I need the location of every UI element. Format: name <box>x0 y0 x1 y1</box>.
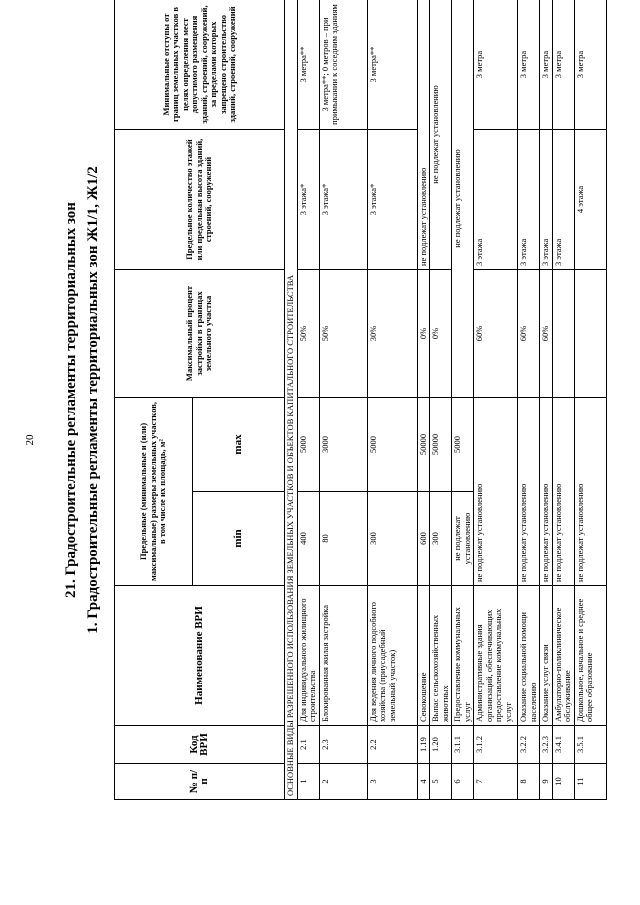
cell-name: Предоставление коммунальных услуг <box>452 586 474 726</box>
cell-code: 2.2 <box>367 726 417 764</box>
cell-num: 8 <box>518 764 540 800</box>
cell-max: 50000 <box>430 398 452 492</box>
cell-name: Дошкольное, начальное и среднее общее образование <box>574 586 606 726</box>
table-row <box>552 0 574 800</box>
cell-percent: 60% <box>474 270 518 398</box>
table-row <box>574 0 606 800</box>
section-title: ОСНОВНЫЕ ВИДЫ РАЗРЕШЕННОГО ИСПОЛЬЗОВАНИЯ ЗЕМЕЛЬНЫХ УЧАСТКОВ И ОБЪЕКТОВ КАПИТАЛЬНОГО СТРОИТЕЛЬСТВА <box>285 0 298 800</box>
cell-setback: 3 метра <box>518 0 540 130</box>
cell-name: Сенокошение <box>417 586 430 726</box>
table-row <box>452 0 474 800</box>
cell-max: 5000 <box>367 398 417 492</box>
cell-setback: 3 метра <box>540 0 553 130</box>
cell-name: Амбулаторно-поликлиническое обслуживание <box>552 586 574 726</box>
cell-floors: 3 этажа <box>540 130 553 270</box>
cell-min: не подлежат установлению <box>452 492 474 586</box>
cell-percent: 0% <box>417 270 430 398</box>
cell-num: 11 <box>574 764 606 800</box>
table-row <box>474 0 518 800</box>
header-min: min <box>193 492 285 586</box>
cell-code: 2.3 <box>319 726 367 764</box>
cell-min: 80 <box>319 492 367 586</box>
cell-setback: 3 метра**; 0 метров – при примыкании к соседним зданиям <box>319 0 367 130</box>
cell-floors: 3 этажа* <box>367 130 417 270</box>
cell-code: 3.5.1 <box>574 726 606 764</box>
cell-setback: 3 метра <box>474 0 518 130</box>
cell-max: 50000 <box>417 398 430 492</box>
header-max: max <box>193 398 285 492</box>
cell-not-set-params: не подлежат установлению <box>452 0 474 398</box>
cell-not-set-area: не подлежат установлению <box>518 398 540 586</box>
header-setback: Минимальные отступы от границ земельных участков в целях определения мест допустимого размещения зданий, строений, сооружений, за пределами которых запрещено строительство зданий, строений, сооружений <box>115 0 285 130</box>
cell-floors: 3 этажа* <box>297 130 319 270</box>
cell-percent: 50% <box>319 270 367 398</box>
title-sub: 1. Градостроительные регламенты территориальных зон Ж1/1, Ж1/2 <box>85 166 101 634</box>
header-floors: Предельное количество этажей или предельная высота зданий, строений, сооружений <box>115 130 285 270</box>
regulations-table <box>114 0 607 800</box>
cell-code: 2.1 <box>297 726 319 764</box>
header-percent: Максимальный процент застройки в границах земельного участка <box>115 270 285 398</box>
cell-percent-empty <box>552 270 574 398</box>
cell-code: 1.19 <box>417 726 430 764</box>
cell-min: 300 <box>367 492 417 586</box>
cell-not-set-floors-setback: не подлежат установлению <box>430 0 452 270</box>
cell-floors: 3 этажа <box>518 130 540 270</box>
cell-code: 1.20 <box>430 726 452 764</box>
cell-floors: 3 этажа <box>474 130 518 270</box>
cell-name: Для ведения личного подсобного хозяйства (приусадебный земельный участок) <box>367 586 417 726</box>
cell-percent: 60% <box>518 270 540 398</box>
cell-num: 9 <box>540 764 553 800</box>
header-num: № п/п <box>115 764 285 800</box>
cell-num: 5 <box>430 764 452 800</box>
cell-max: 5000 <box>297 398 319 492</box>
cell-name: Выпас сельскохозяйственных животных <box>430 586 452 726</box>
cell-num: 7 <box>474 764 518 800</box>
cell-num: 10 <box>552 764 574 800</box>
page-number: 20 <box>24 434 36 446</box>
title-main: 21. Градостроительные регламенты территориальных зон <box>63 202 79 598</box>
cell-percent: 30% <box>367 270 417 398</box>
cell-name: Для индивидуального жилищного строительства <box>297 586 319 726</box>
cell-code: 3.4.1 <box>552 726 574 764</box>
cell-name: Административные здания организаций, обеспечивающих предоставление коммунальных услуг <box>474 586 518 726</box>
cell-not-set-area: не подлежат установлению <box>474 398 518 586</box>
table-row <box>367 0 417 800</box>
cell-name: Оказание социальной помощи населению <box>518 586 540 726</box>
cell-setback: 3 метра** <box>297 0 319 130</box>
cell-not-set-area: не подлежат установлению <box>540 398 553 586</box>
header-area: Предельные (минимальные и (или) максимальные) размеры земельных участков, в том числе их площадь, м² <box>115 398 193 586</box>
table-row <box>430 0 452 800</box>
cell-min: 400 <box>297 492 319 586</box>
cell-code: 3.2.3 <box>540 726 553 764</box>
cell-setback: 3 метра** <box>367 0 417 130</box>
cell-min: 600 <box>417 492 430 586</box>
cell-percent: 50% <box>297 270 319 398</box>
cell-num: 2 <box>319 764 367 800</box>
cell-max: 3000 <box>319 398 367 492</box>
cell-floors: 4 этажа <box>574 130 606 270</box>
table-row <box>518 0 540 800</box>
cell-min: 300 <box>430 492 452 586</box>
cell-setback: 3 метра <box>552 0 574 130</box>
cell-code: 3.2.2 <box>518 726 540 764</box>
cell-name: Блокированная жилая застройка <box>319 586 367 726</box>
cell-num: 1 <box>297 764 319 800</box>
table-row <box>319 0 367 800</box>
header-name: Наименование ВРИ <box>115 586 285 726</box>
cell-num: 4 <box>417 764 430 800</box>
header-code: Код ВРИ <box>115 726 285 764</box>
cell-num: 3 <box>367 764 417 800</box>
cell-num: 6 <box>452 764 474 800</box>
cell-not-set-area: не подлежат установлению <box>552 398 574 586</box>
cell-percent: 0% <box>430 270 452 398</box>
cell-not-set-area: не подлежат установлению <box>574 398 606 586</box>
table-row <box>297 0 319 800</box>
cell-not-set-floors-setback: не подлежат установлению <box>417 0 430 270</box>
cell-percent: 60% <box>540 270 553 398</box>
cell-code: 3.1.2 <box>474 726 518 764</box>
cell-max: 5000 <box>452 398 474 492</box>
cell-name: Оказание услуг связи <box>540 586 553 726</box>
cell-floors: 3 этажа* <box>319 130 367 270</box>
cell-code: 3.1.1 <box>452 726 474 764</box>
table-row <box>540 0 553 800</box>
table-row <box>417 0 430 800</box>
cell-floors: 3 этажа <box>552 130 574 270</box>
cell-setback: 3 метра <box>574 0 606 130</box>
cell-percent-empty <box>574 270 606 398</box>
